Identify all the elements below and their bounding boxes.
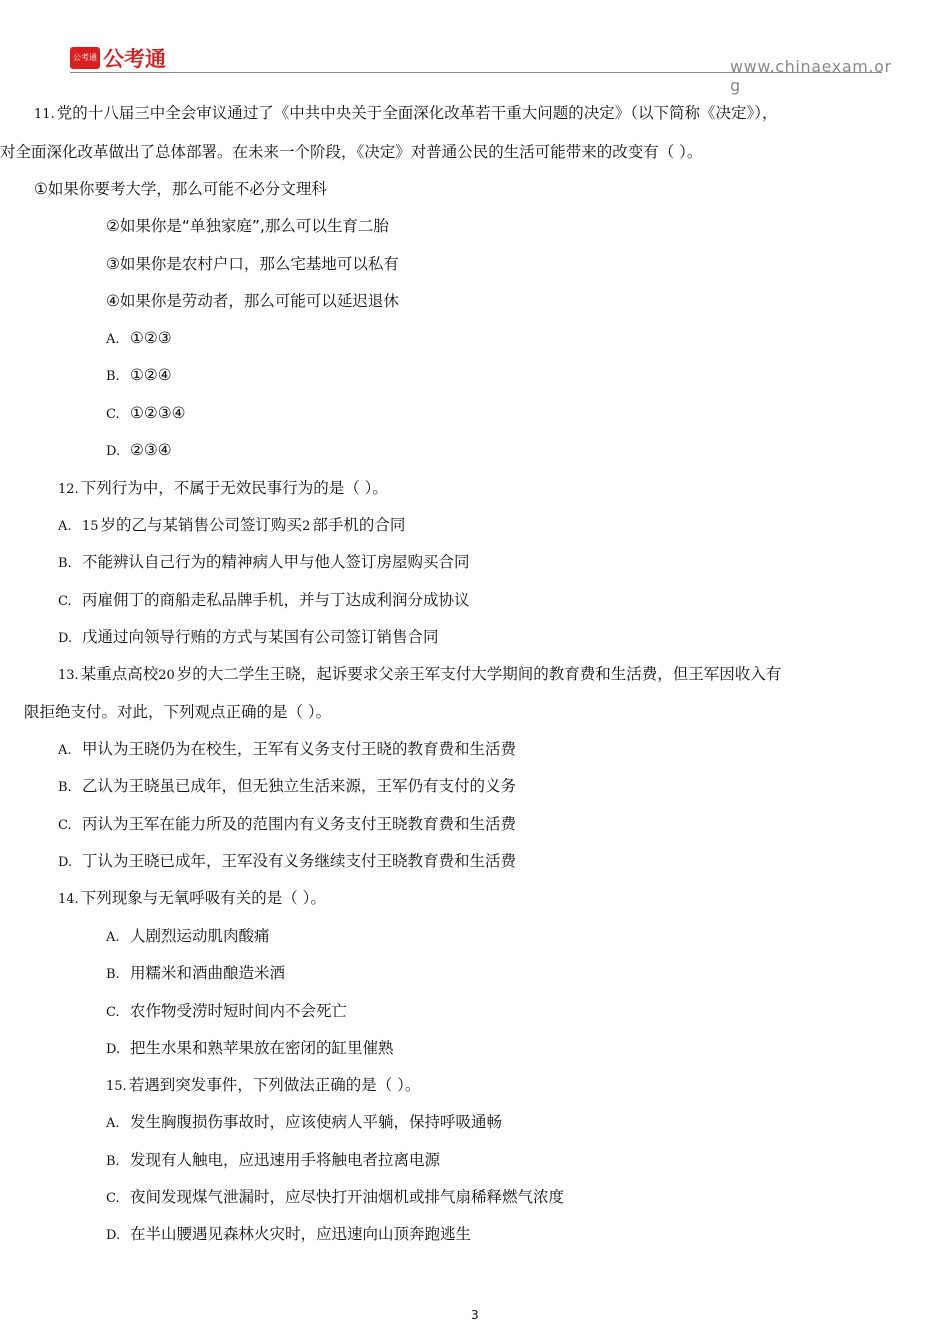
option-text: 发现有人触电，应迅速用手将触电者拉离电源: [130, 1151, 441, 1169]
option-a: [106, 328, 172, 350]
site-url: www.chinaexam.org: [730, 57, 892, 95]
option-number: 15: [82, 519, 99, 534]
stem-text: 党的十八届三中全会审议通过了《中共中央关于全面深化改革若干重大问题的决定》（以下简称《决定》），: [56, 104, 778, 122]
stem-text: 下列行为中，不属于无效民事行为的是（ ）。: [80, 479, 388, 497]
logo-icon: 公考通: [70, 47, 100, 69]
question-number: 15.: [106, 1079, 127, 1094]
option-c: [58, 814, 516, 836]
option-d: [106, 440, 172, 462]
option-text: 用糯米和酒曲酿造米酒: [130, 964, 286, 982]
question-stem-cont: 限拒绝支付。对此，下列观点正确的是（ ）。: [24, 703, 332, 721]
option-label: C.: [106, 1191, 120, 1206]
option-c: [58, 590, 470, 612]
option-b: [58, 776, 516, 798]
statement-item: ②如果你是“单独家庭”,那么可以生育二胎: [106, 217, 389, 235]
stem-text: 某重点高校: [80, 665, 159, 683]
question-stem: [34, 103, 777, 125]
option-text: 农作物受涝时短时间内不会死亡: [130, 1002, 348, 1020]
stem-text: 岁的大二学生王晓，起诉要求父亲王军支付大学期间的教育费和生活费，但王军因收入有: [176, 665, 782, 683]
option-b: [106, 963, 285, 985]
option-text: 乙认为王晓虽已成年，但无独立生活来源，王军仍有支付的义务: [82, 777, 517, 795]
option-label: A.: [58, 743, 72, 758]
option-text: ①②③: [130, 329, 172, 347]
option-text: 人剧烈运动肌肉酸痛: [130, 927, 270, 945]
option-label: B.: [106, 369, 120, 384]
stem-number: 20: [158, 668, 175, 683]
option-text: 岁的乙与某销售公司签订购买: [100, 516, 303, 534]
option-c: [106, 403, 186, 425]
question-stem: [58, 888, 326, 910]
question-stem: [58, 478, 388, 500]
option-label: B.: [58, 556, 72, 571]
statement-item: ④如果你是劳动者，那么可能可以延迟退休: [106, 292, 399, 310]
option-a: [58, 739, 516, 761]
option-label: B.: [106, 1154, 120, 1169]
option-label: C.: [106, 1005, 120, 1020]
question-stem: [58, 664, 781, 686]
option-b: [106, 1150, 440, 1172]
option-text: 丁认为王晓已成年，王军没有义务继续支付王晓教育费和生活费: [82, 852, 517, 870]
question-number: 14.: [58, 892, 79, 907]
option-text: 夜间发现煤气泄漏时，应尽快打开油烟机或排气扇稀释燃气浓度: [130, 1188, 565, 1206]
option-a: [106, 926, 270, 948]
option-a: [58, 515, 405, 537]
option-number: 2: [302, 519, 311, 534]
option-b: [106, 365, 172, 387]
question-stem: [106, 1075, 420, 1097]
option-text: 部手机的合同: [312, 516, 406, 534]
statement-item: ③如果你是农村户口，那么宅基地可以私有: [106, 255, 399, 273]
option-label: C.: [58, 818, 72, 833]
page-number: 3: [471, 1308, 479, 1322]
page-header: [0, 0, 950, 100]
option-c: [106, 1187, 564, 1209]
option-c: [106, 1001, 347, 1023]
option-b: [58, 552, 470, 574]
option-label: B.: [106, 967, 120, 982]
option-label: D.: [106, 1042, 121, 1057]
option-label: D.: [106, 1228, 121, 1243]
option-d: [58, 851, 516, 873]
option-a: [106, 1112, 502, 1134]
option-text: 在半山腰遇见森林火灾时，应迅速向山顶奔跑逃生: [130, 1225, 472, 1243]
option-label: B.: [58, 780, 72, 795]
option-text: 丙认为王军在能力所及的范围内有义务支付王晓教育费和生活费: [82, 815, 517, 833]
question-stem-cont: 对全面深化改革做出了总体部署。在未来一个阶段，《决定》对普通公民的生活可能带来的改变有（ ）。: [0, 143, 703, 161]
option-label: D.: [58, 631, 73, 646]
option-label: A.: [106, 332, 120, 347]
option-text: 发生胸腹损伤事故时，应该使病人平躺，保持呼吸通畅: [130, 1113, 503, 1131]
option-label: D.: [106, 444, 121, 459]
question-number: 11.: [34, 107, 55, 122]
question-number: 12.: [58, 482, 79, 497]
statement-item: ①如果你要考大学，那么可能不必分文理科: [34, 180, 327, 198]
option-text: ①②③④: [130, 404, 186, 422]
option-d: [58, 627, 439, 649]
option-text: 戊通过向领导行贿的方式与某国有公司签订销售合同: [82, 628, 439, 646]
option-d: [106, 1224, 471, 1246]
option-text: 丙雇佣丁的商船走私品牌手机，并与丁达成利润分成协议: [82, 591, 470, 609]
option-text: ①②④: [130, 366, 172, 384]
stem-text: 若遇到突发事件，下列做法正确的是（ ）。: [128, 1076, 421, 1094]
option-label: D.: [58, 855, 73, 870]
option-text: 把生水果和熟苹果放在密闭的缸里催熟: [130, 1039, 394, 1057]
option-label: C.: [58, 594, 72, 609]
option-label: A.: [106, 930, 120, 945]
option-text: ②③④: [130, 441, 172, 459]
option-text: 甲认为王晓仍为在校生，王军有义务支付王晓的教育费和生活费: [82, 740, 517, 758]
option-label: A.: [58, 519, 72, 534]
stem-text: 下列现象与无氧呼吸有关的是（ ）。: [80, 889, 326, 907]
option-label: C.: [106, 407, 120, 422]
option-label: A.: [106, 1116, 120, 1131]
question-number: 13.: [58, 668, 79, 683]
option-d: [106, 1038, 394, 1060]
option-text: 不能辨认自己行为的精神病人甲与他人签订房屋购买合同: [82, 553, 470, 571]
logo-text: 公考通: [103, 47, 166, 71]
